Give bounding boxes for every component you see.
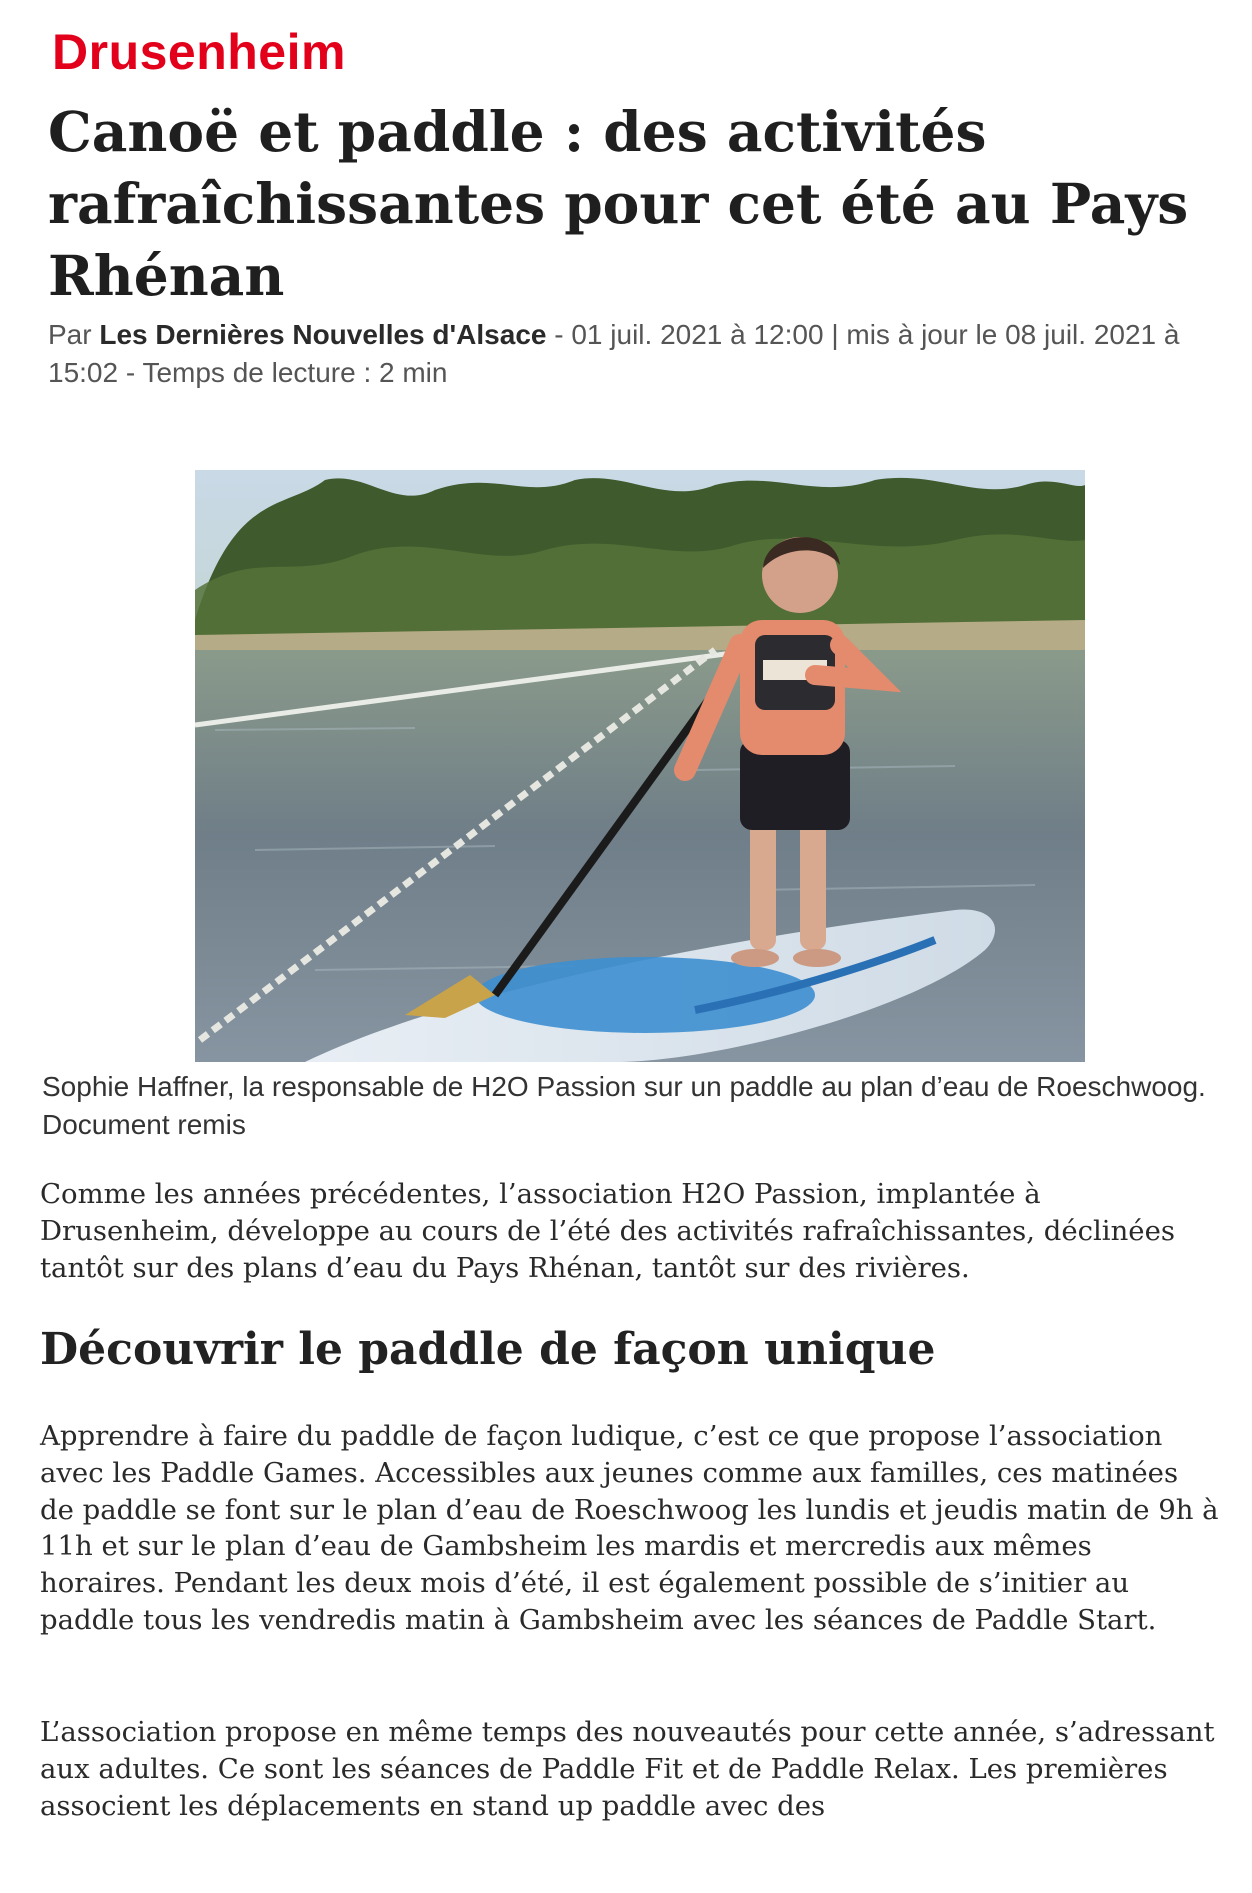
intro-paragraph: Comme les années précédentes, l’association H2O Passion, implantée à Drusenheim, développe au cours de l’été des activités rafraîchissantes, déclinées tantôt sur des plans d’eau du Pays Rhénan, tantôt sur des rivières. (40, 1178, 1175, 1284)
article-kicker: Drusenheim (52, 24, 346, 80)
byline-dates: - 01 juil. 2021 à 12:00 | mis à jour le 08 juil. 2021 à 15:02 - Temps de lecture : 2 min (48, 319, 1180, 388)
paddle-photo-illustration (195, 470, 1085, 1062)
body-paragraph: Apprendre à faire du paddle de façon ludique, c’est ce que propose l’association avec les Paddle Games. Accessibles aux jeunes comme aux familles, ces matinées de paddle se font sur le plan d’eau de Roeschwoog les lundis et jeudis matin de 9h à 11h et sur le plan d’eau de Gambsheim les mardis et mercredis aux mêmes horaires. Pendant les deux mois d’été, il est également possible de s’initier au paddle tous les vendredis matin à Gambsheim avec les séances de Paddle Start. (40, 1420, 1219, 1636)
byline-author: Les Dernières Nouvelles d'Alsace (99, 319, 547, 350)
article-byline (48, 316, 1228, 392)
article-photo (195, 470, 1085, 1062)
article-title: Canoë et paddle : des activités rafraîchissantes pour cet été au Pays Rhénan (48, 99, 1189, 308)
section-heading: Découvrir le paddle de façon unique (40, 1324, 936, 1375)
photo-caption: Sophie Haffner, la responsable de H2O Passion sur un paddle au plan d’eau de Roeschwoog. Document remis (42, 1071, 1206, 1140)
byline-prefix: Par (48, 319, 100, 350)
body-paragraph: L’association propose en même temps des nouveautés pour cette année, s’adressant aux adultes. Ce sont les séances de Paddle Fit et de Paddle Relax. Les premières associent les déplacements en stand up paddle avec des (40, 1716, 1215, 1822)
